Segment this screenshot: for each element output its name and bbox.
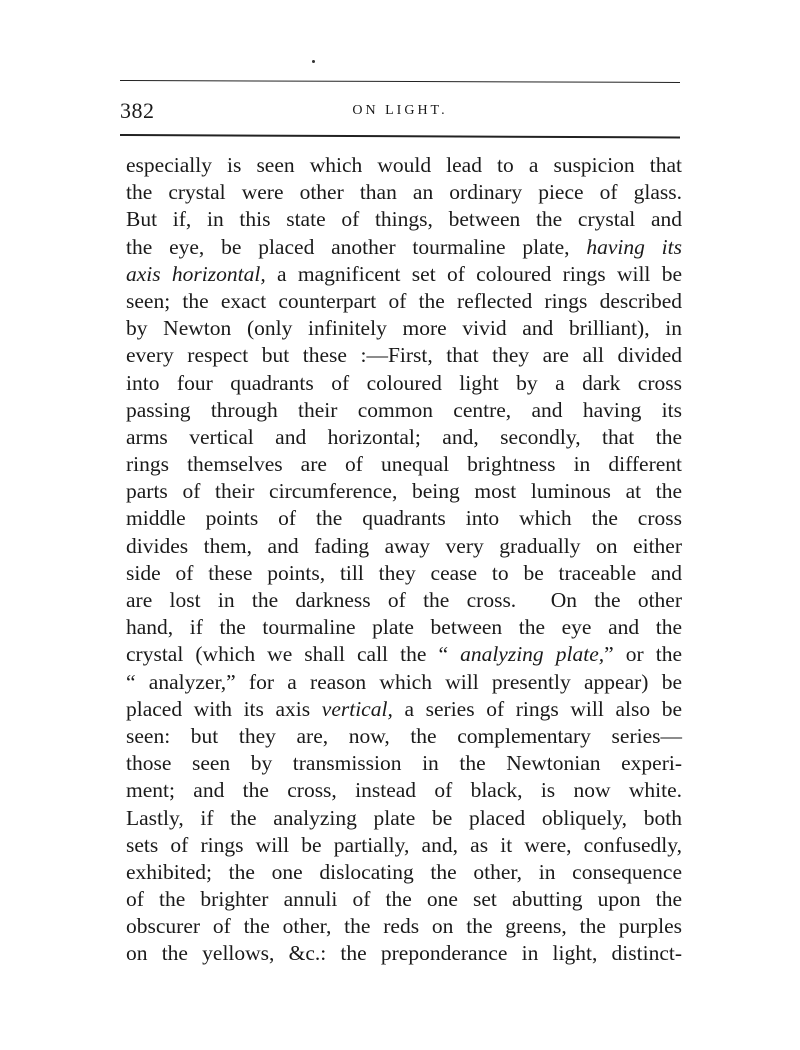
text-line xyxy=(126,859,682,886)
text-segment: obscurer of the other, the reds on the greens, the purples xyxy=(126,914,682,939)
text-segment: on the yellows, &c.: the preponderance in light, distinct- xyxy=(126,941,682,966)
text-line xyxy=(126,723,682,750)
text-segment: especially is seen which would lead to a suspicion that xyxy=(126,153,682,177)
text-line xyxy=(126,315,682,342)
text-segment: sets of rings will be partially, and, as it were, confusedly, xyxy=(126,832,682,857)
text-line xyxy=(126,370,682,397)
text-line xyxy=(126,750,682,777)
text-line xyxy=(126,397,682,424)
italic-text: having its xyxy=(586,234,682,259)
body-text xyxy=(126,152,682,968)
text-line xyxy=(126,832,682,859)
text-line xyxy=(126,777,682,804)
text-segment: Lastly, if the analyzing plate be placed obliquely, both xyxy=(126,805,682,830)
text-line xyxy=(126,560,682,587)
text-line xyxy=(126,669,682,696)
text-segment: a series of rings will also be xyxy=(392,696,682,721)
text-segment: parts of their circumference, being most luminous at the xyxy=(126,479,682,504)
text-segment: the crystal were other than an ordinary piece of glass. xyxy=(126,180,682,205)
text-segment: ment; and the cross, instead of black, is now white. xyxy=(126,778,682,803)
text-segment: rings themselves are of unequal brightness in different xyxy=(126,452,682,477)
ink-speck xyxy=(312,60,315,63)
text-line xyxy=(126,587,682,614)
italic-text: axis horizontal, xyxy=(126,261,266,286)
text-line xyxy=(126,288,682,315)
text-segment: side of these points, till they cease to be traceable and xyxy=(126,560,682,585)
page-number: 382 xyxy=(120,98,155,123)
text-segment: seen: but they are, now, the complementary series— xyxy=(126,723,682,748)
text-line xyxy=(126,342,682,369)
text-line xyxy=(126,805,682,832)
text-line xyxy=(126,940,682,967)
text-line xyxy=(126,179,682,206)
text-segment: seen; the exact counterpart of the reflected rings described xyxy=(126,288,682,313)
text-line xyxy=(126,451,682,478)
text-segment: a magnificent set of coloured rings will be xyxy=(265,261,682,286)
text-line xyxy=(126,614,682,641)
text-line xyxy=(126,533,682,560)
text-line xyxy=(126,886,682,913)
text-line xyxy=(126,913,682,940)
text-segment: middle points of the quadrants into which the cross xyxy=(126,506,682,531)
text-segment: ” or the xyxy=(604,642,683,667)
text-line xyxy=(126,696,682,723)
text-segment: every respect but these :—First, that they are all divided xyxy=(126,343,682,368)
text-segment: placed with its axis xyxy=(126,696,322,721)
running-title: ON LIGHT. xyxy=(352,103,448,118)
running-head xyxy=(120,96,680,126)
text-segment: “ analyzer,” for a reason which will presently appear) be xyxy=(126,669,682,694)
text-segment: arms vertical and horizontal; and, secondly, that the xyxy=(126,424,682,449)
text-segment: into four quadrants of coloured light by a dark cross xyxy=(126,370,682,395)
italic-text: analyzing plate, xyxy=(460,642,605,667)
header-rule-top xyxy=(120,80,680,83)
text-line xyxy=(126,234,682,261)
italic-text: vertical, xyxy=(321,696,393,721)
text-segment: of the brighter annuli of the one set abutting upon the xyxy=(126,887,682,912)
text-line xyxy=(126,478,682,505)
header-rule-bottom xyxy=(120,134,680,138)
text-segment: those seen by transmission in the Newtonian experi- xyxy=(126,751,682,776)
text-line xyxy=(126,505,682,532)
text-line xyxy=(126,206,682,233)
text-segment: But if, in this state of things, between the crystal and xyxy=(126,207,682,232)
text-line xyxy=(126,261,682,288)
text-line xyxy=(126,424,682,451)
text-segment: the eye, be placed another tourmaline plate, xyxy=(126,234,587,259)
text-segment: hand, if the tourmaline plate between the eye and the xyxy=(126,615,682,640)
text-line xyxy=(126,152,682,179)
text-segment: by Newton (only infinitely more vivid and brilliant), in xyxy=(126,316,682,341)
text-segment: passing through their common centre, and having its xyxy=(126,397,682,422)
text-segment: exhibited; the one dislocating the other, in consequence xyxy=(126,859,682,884)
text-segment: crystal (which we shall call the “ xyxy=(126,642,461,667)
text-line xyxy=(126,641,682,668)
text-segment: divides them, and fading away very gradually on either xyxy=(126,533,682,558)
text-segment: are lost in the darkness of the cross. On the other xyxy=(126,588,682,612)
